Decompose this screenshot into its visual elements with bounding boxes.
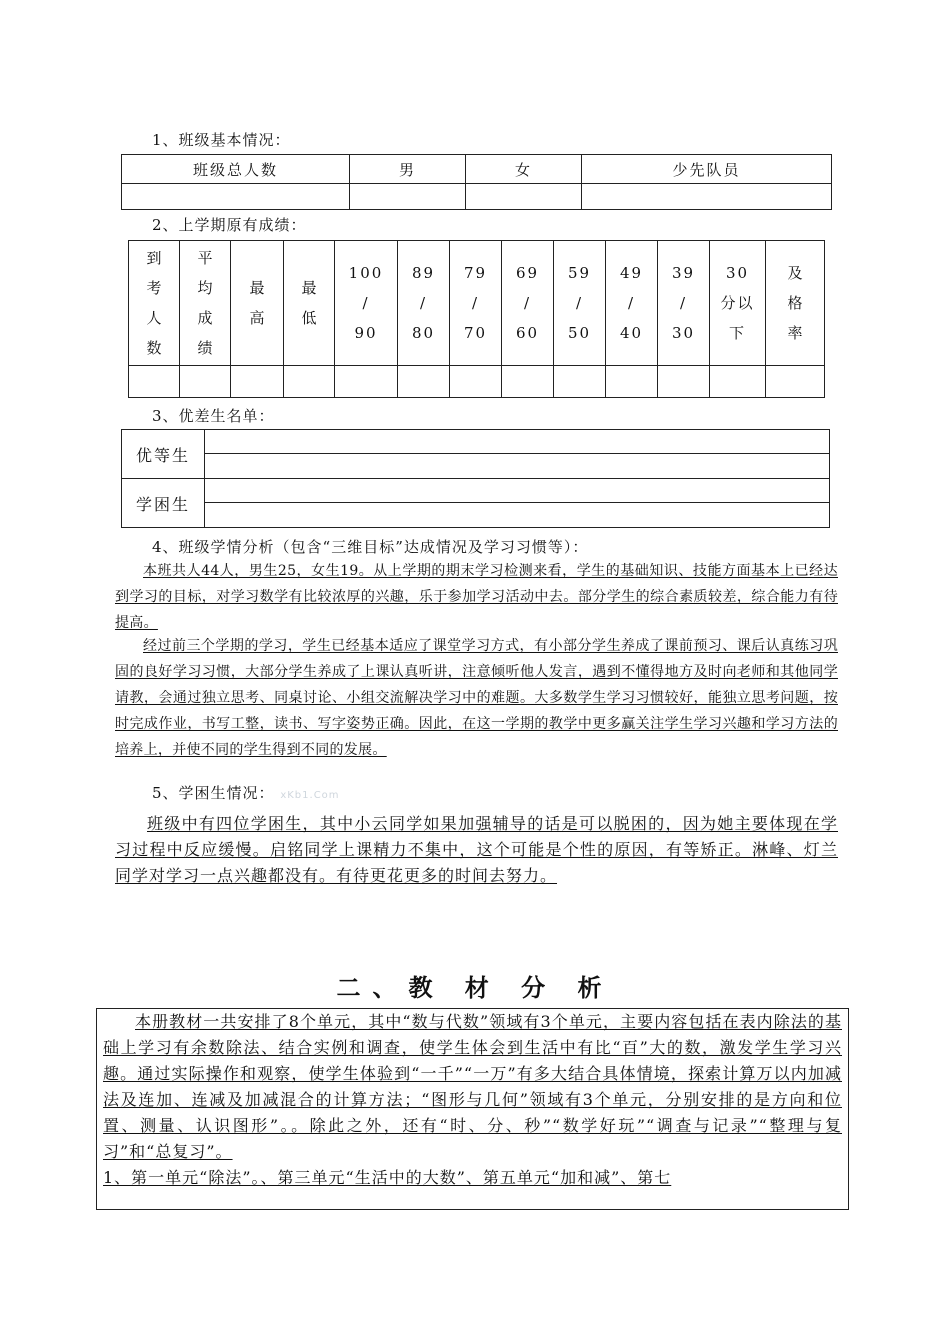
cell-range-89-80[interactable] [398, 366, 450, 398]
header-highest: 最高 [231, 241, 284, 366]
header-below-30: 30 分以 下 [710, 241, 766, 366]
header-range-79-70: 79 / 70 [450, 241, 502, 366]
header-average: 平均成绩 [180, 241, 231, 366]
top-students-lines[interactable] [205, 430, 830, 479]
header-male: 男 [350, 155, 466, 184]
cell-total-students[interactable] [122, 184, 350, 210]
cell-lowest[interactable] [284, 366, 335, 398]
cell-young-pioneers[interactable] [582, 184, 832, 210]
cell-range-100-90[interactable] [335, 366, 398, 398]
struggling-students-label: 学困生 [122, 479, 205, 528]
section-5-title: 5、学困生情况： xKb1.Com [152, 784, 340, 802]
cell-pass-rate[interactable] [766, 366, 825, 398]
header-range-89-80: 89 / 80 [398, 241, 450, 366]
cell-range-49-40[interactable] [606, 366, 658, 398]
header-female: 女 [466, 155, 582, 184]
section-1-title: 1、班级基本情况： [152, 131, 291, 149]
section-2-title: 2、上学期原有成绩： [152, 216, 307, 234]
textbook-analysis-paragraph: 本册教材一共安排了8个单元，其中“数与代数”领域有3个单元，主要内容包括在表内除法的基础上学习有余数除法、结合实例和调查，使学生体会到生活中有比“百”大的数，激发学生学习兴趣。通过实际操作和观察，使学生体验到“一千”“一万”有多大结合具体情境，探索计算万以内加减法及连加、连减及加减混合的计算方法；“图形与几何”领域有3个单元，分别安排的是方向和位置、测量、认识图形”。。除此之外，还有“时、分、秒”“数学好玩”“调查与记录”“整理与复习”和“总复习”。 [103, 1012, 842, 1161]
page-heading: 二、教 材 分 析 [336, 973, 614, 1002]
cell-range-39-30[interactable] [658, 366, 710, 398]
header-range-59-50: 59 / 50 [554, 241, 606, 366]
cell-male[interactable] [350, 184, 466, 210]
section-4-title: 4、班级学情分析（包含“三维目标”达成情况及学习习惯等）： [152, 538, 589, 556]
class-analysis-paragraph-2: 经过前三个学期的学习，学生已经基本适应了课堂学习方式，有小部分学生养成了课前预习、课后认真练习巩固的良好学习习惯，大部分学生养成了上课认真听讲，注意倾听他人发言，遇到不懂得地方及时向老师和其他同学请教，会通过独立思考、同桌讨论、小组交流解决学习中的难题。大多数学生学习习惯较好，能独立思考问题，按时完成作业，书写工整，读书、写字姿势正确。因此，在这一学期的教学中更多赢关注学生学习兴趣和学习方法的培养上，并使不同的学生得到不同的发展。 [115, 638, 838, 758]
header-pass-rate: 及格率 [766, 241, 825, 366]
cell-exam-takers[interactable] [129, 366, 180, 398]
section-3-title: 3、优差生名单： [152, 407, 275, 425]
struggling-students-lines[interactable] [205, 479, 830, 528]
header-range-49-40: 49 / 40 [606, 241, 658, 366]
header-total-students: 班级总人数 [122, 155, 350, 184]
cell-average[interactable] [180, 366, 231, 398]
cell-highest[interactable] [231, 366, 284, 398]
header-range-69-60: 69 / 60 [502, 241, 554, 366]
header-exam-takers: 到考人数 [129, 241, 180, 366]
student-list-table [121, 429, 830, 528]
basic-info-table [121, 154, 832, 210]
watermark: xKb1.Com [280, 790, 340, 801]
score-table [128, 240, 825, 398]
textbook-analysis-last-line: 1、第一单元“除法”。、第三单元“生活中的大数”、第五单元“加和减”、第七 [103, 1168, 672, 1187]
header-range-100-90: 100 / 90 [335, 241, 398, 366]
header-lowest: 最低 [284, 241, 335, 366]
cell-below-30[interactable] [710, 366, 766, 398]
cell-range-79-70[interactable] [450, 366, 502, 398]
cell-female[interactable] [466, 184, 582, 210]
textbook-analysis-box [96, 1008, 849, 1210]
struggling-students-paragraph: 班级中有四位学困生，其中小云同学如果加强辅导的话是可以脱困的，因为她主要体现在学习过程中反应缓慢。启铭同学上课精力不集中，这个可能是个性的原因，有等矫正。淋峰、灯兰同学对学习一点兴趣都没有。有待更花更多的时间去努力。 [115, 814, 838, 885]
cell-range-69-60[interactable] [502, 366, 554, 398]
header-young-pioneers: 少先队员 [582, 155, 832, 184]
cell-range-59-50[interactable] [554, 366, 606, 398]
class-analysis-paragraph-1: 本班共人44人，男生25，女生19。从上学期的期末学习检测来看，学生的基础知识、技能方面基本上已经达到学习的目标，对学习数学有比较浓厚的兴趣，乐于参加学习活动中去。部分学生的综合素质较差，综合能力有待提高。 [115, 563, 838, 631]
header-range-39-30: 39 / 30 [658, 241, 710, 366]
top-students-label: 优等生 [122, 430, 205, 479]
